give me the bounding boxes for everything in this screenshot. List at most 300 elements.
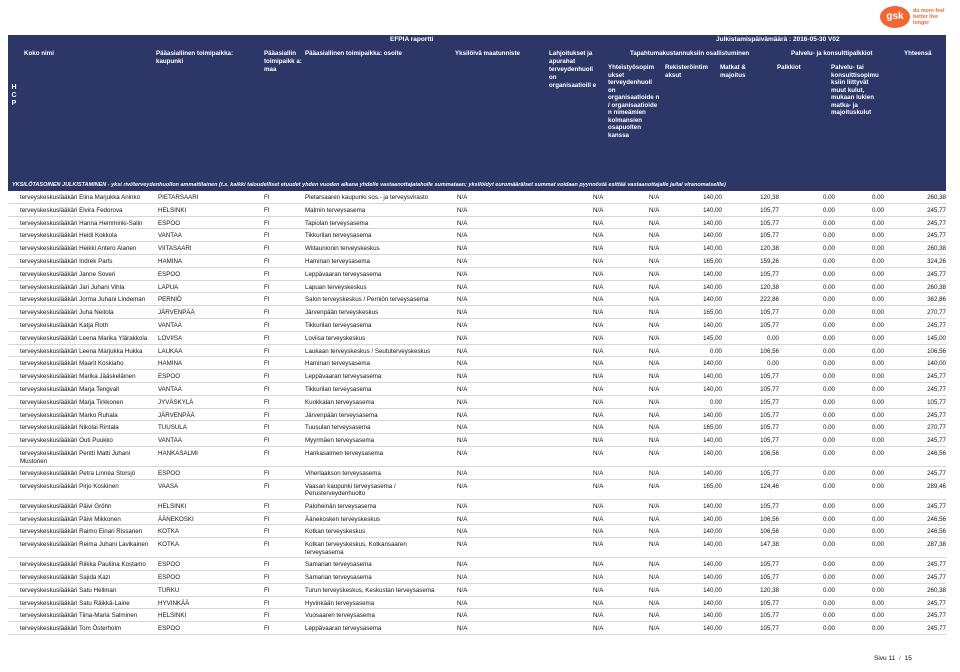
cell-reg: 140,00 [703, 437, 722, 445]
cell-reg: 140,00 [703, 599, 722, 607]
cell-city: HANKASALMI [158, 450, 198, 457]
cell-fees: 0.00 [822, 424, 835, 432]
cell-address: Äänekosken terveyskeskus [305, 515, 380, 523]
cell-sponsor: N/A [649, 283, 660, 291]
table-row [8, 421, 946, 434]
table-row [8, 281, 946, 294]
cell-id: N/A [457, 625, 468, 633]
cell-sponsor: N/A [649, 322, 660, 329]
cell-reg: 140,00 [703, 515, 722, 523]
cell-address: Tikkurilan terveysasema [305, 232, 372, 240]
cell-travel: 105,77 [760, 561, 779, 569]
cell-sponsor: N/A [649, 386, 660, 393]
cell-id: N/A [457, 561, 468, 569]
cell-city: KOTKA [158, 541, 179, 549]
cell-address: Leppävaaran terveysasema [305, 270, 382, 278]
cell-city: JYVÄSKYLÄ [158, 398, 194, 406]
cell-grants: N/A [593, 424, 604, 432]
cell-related: 0.00 [871, 437, 884, 445]
cell-fees: 0.00 [822, 373, 835, 381]
cell-sponsor: N/A [649, 309, 660, 317]
cell-city: JÄRVENPÄÄ [158, 309, 195, 317]
cell-country: FI [264, 450, 270, 457]
cell-grants: N/A [593, 206, 604, 214]
cell-grants: N/A [593, 599, 604, 607]
cell-related: 0.00 [871, 482, 884, 490]
cell-address: Samarian terveysasema [305, 574, 372, 581]
cell-sponsor: N/A [649, 450, 660, 457]
cell-country: FI [264, 586, 270, 594]
cell-name: terveyskeskuslääkäri Reima Juhani Lavikainen [20, 541, 149, 549]
cell-travel: 105,77 [760, 206, 779, 214]
cell-city: PERNIÖ [158, 296, 182, 304]
cell-sponsor: N/A [649, 424, 660, 432]
cell-id: N/A [457, 411, 468, 419]
cell-city: ÄÄNEKOSKI [158, 515, 194, 523]
cell-address: Paloheinän terveysasema [305, 502, 377, 510]
cell-grants: N/A [593, 270, 604, 278]
cell-reg: 140,00 [703, 541, 722, 549]
cell-travel: 120,38 [760, 194, 779, 201]
cell-name: terveyskeskuslääkäri Heidi Kokkola [20, 232, 117, 240]
table-row [8, 357, 946, 370]
cell-name: terveyskeskuslääkäri Marko Ruhala [20, 411, 118, 419]
page-number: Sivu 11 [874, 655, 896, 662]
table-row [8, 306, 946, 319]
cell-travel: 124,46 [760, 482, 779, 490]
cell-address: Järvenpään terveysasema [305, 411, 378, 419]
cell-name: terveyskeskuslääkäri Päivi Gröhn [20, 502, 112, 510]
header-country: Pääasiallin toimipaikk a: maa [264, 50, 302, 73]
cell-fees: 0.00 [822, 586, 835, 594]
cell-total: 145,00 [927, 334, 946, 342]
cell-reg: 140,00 [703, 528, 722, 536]
cell-sponsor: N/A [649, 482, 660, 490]
cell-fees: 0.00 [822, 515, 835, 523]
cell-fees: 0.00 [822, 541, 835, 549]
cell-city: ESPOO [158, 373, 181, 381]
header-fees: Palkkiot [777, 64, 801, 71]
cell-reg: 140,00 [703, 322, 722, 329]
cell-sponsor: N/A [649, 194, 660, 201]
header-sponsorship: Yhteistyösopim ukset terveydenhuoll on organisaatioide n / organisaatioide n nimeämien kolmansien osapuolten kanssa [608, 64, 660, 139]
cell-address: Kotkan terveyskeskus, Kotkansaaren terveysasema [305, 541, 407, 556]
cell-related: 0.00 [871, 232, 884, 240]
cell-reg: 140,00 [703, 411, 722, 419]
cell-name: terveyskeskuslääkäri Sajida Kazi [20, 574, 111, 581]
cell-fees: 0.00 [822, 574, 835, 581]
cell-name: terveyskeskuslääkäri Leena Marika Ylärakkola [20, 334, 148, 342]
table-row [8, 513, 946, 526]
cell-address: Salon terveyskeskus / Perniön terveysasema [305, 296, 429, 304]
cell-total: 246,56 [927, 515, 946, 523]
cell-grants: N/A [593, 373, 604, 381]
cell-total: 245,77 [927, 219, 946, 227]
cell-grants: N/A [593, 437, 604, 445]
cell-id: N/A [457, 334, 468, 342]
table-row [8, 268, 946, 281]
header-travel: Matkat & majoitus [720, 64, 746, 79]
cell-total: 270,77 [927, 309, 946, 317]
cell-city: HYVINKÄÄ [158, 599, 190, 607]
cell-total: 245,77 [927, 206, 946, 214]
cell-name: terveyskeskuslääkäri Marja Tirkkonen [20, 398, 124, 406]
cell-country: FI [264, 258, 270, 265]
table-row [8, 396, 946, 409]
cell-city: ESPOO [158, 270, 181, 278]
cell-reg: 140,00 [703, 206, 722, 214]
table-row [8, 538, 946, 558]
cell-name: terveyskeskuslääkäri Jari Juhani Vihla [20, 283, 125, 291]
table-header [8, 44, 946, 179]
cell-related: 0.00 [871, 515, 884, 523]
cell-reg: 0.00 [709, 398, 722, 406]
cell-country: FI [264, 219, 270, 227]
cell-grants: N/A [593, 625, 604, 633]
cell-fees: 0.00 [822, 347, 835, 355]
cell-travel: 105,77 [760, 398, 779, 406]
cell-city: ESPOO [158, 625, 181, 633]
cell-country: FI [264, 411, 270, 419]
cell-sponsor: N/A [649, 574, 660, 581]
cell-name: terveyskeskuslääkäri Nikolai Rintala [20, 424, 119, 432]
table-row [8, 370, 946, 383]
cell-grants: N/A [593, 360, 604, 368]
cell-id: N/A [457, 194, 468, 201]
header-address: Pääasiallinen toimipaikka: osoite [305, 50, 402, 57]
cell-address: Tikkurilan terveysasema [305, 386, 372, 393]
cell-city: PIETARSAARI [158, 194, 199, 201]
cell-grants: N/A [593, 347, 604, 355]
cell-address: Laukaan terveyskeskus / Seututerveyskeskus [305, 347, 431, 355]
cell-grants: N/A [593, 561, 604, 569]
cell-city: JÄRVENPÄÄ [158, 411, 195, 419]
cell-travel: 105,77 [760, 574, 779, 581]
table-row [8, 467, 946, 480]
cell-reg: 140,00 [703, 450, 722, 457]
hcp-row-label: H C P [11, 84, 17, 107]
logo-tagline: do more feel better live longer [913, 8, 945, 26]
cell-travel: 105,77 [760, 232, 779, 240]
cell-fees: 0.00 [822, 561, 835, 569]
cell-fees: 0.00 [822, 625, 835, 633]
cell-city: VANTAA [158, 386, 182, 393]
cell-reg: 140,00 [703, 219, 722, 227]
table-row [8, 558, 946, 571]
cell-travel: 147,38 [760, 541, 779, 549]
cell-name: terveyskeskuslääkäri Marja Tengvall [20, 386, 119, 393]
cell-fees: 0.00 [822, 322, 835, 329]
cell-city: HELSINKI [158, 612, 187, 620]
cell-grants: N/A [593, 586, 604, 594]
cell-total: 245,77 [927, 386, 946, 393]
cell-name: terveyskeskuslääkäri Tom Österholm [20, 625, 121, 633]
cell-grants: N/A [593, 322, 604, 329]
cell-name: terveyskeskuslääkäri Pirjo Koskinen [20, 482, 119, 490]
cell-travel: 105,77 [760, 219, 779, 227]
cell-sponsor: N/A [649, 612, 660, 620]
cell-sponsor: N/A [649, 541, 660, 549]
cell-related: 0.00 [871, 398, 884, 406]
cell-city: VANTAA [158, 437, 182, 445]
cell-reg: 140,00 [703, 360, 722, 368]
cell-related: 0.00 [871, 586, 884, 594]
cell-sponsor: N/A [649, 258, 660, 265]
cell-reg: 140,00 [703, 245, 722, 253]
cell-grants: N/A [593, 398, 604, 406]
cell-id: N/A [457, 309, 468, 317]
table-row [8, 383, 946, 396]
cell-name: terveyskeskuslääkäri Katja Roth [20, 322, 109, 329]
cell-reg: 140,00 [703, 625, 722, 633]
cell-id: N/A [457, 599, 468, 607]
cell-related: 0.00 [871, 411, 884, 419]
cell-country: FI [264, 599, 270, 607]
cell-related: 0.00 [871, 270, 884, 278]
cell-travel: 120,38 [760, 245, 779, 253]
header-registration: Rekisteröintim aksut [665, 64, 708, 79]
header-grants: Lahjoitukset ja apurahat terveydenhuoll on organisaatioill e [549, 50, 597, 89]
cell-total: 287,38 [927, 541, 946, 549]
cell-id: N/A [457, 373, 468, 381]
cell-grants: N/A [593, 194, 604, 201]
cell-reg: 140,00 [703, 283, 722, 291]
header-name: Koko nimi [24, 50, 54, 57]
cell-total: 260,38 [927, 283, 946, 291]
header-related-costs: Palvelu- tai konsulttisopimu ksiin liittyvät muut kulut, mukaan lukien matka- ja majoituskulut [831, 64, 879, 116]
cell-fees: 0.00 [822, 360, 835, 368]
cell-reg: 0.00 [709, 347, 722, 355]
cell-related: 0.00 [871, 219, 884, 227]
cell-fees: 0.00 [822, 270, 835, 278]
cell-id: N/A [457, 586, 468, 594]
cell-related: 0.00 [871, 574, 884, 581]
cell-id: N/A [457, 541, 468, 549]
cell-country: FI [264, 283, 270, 291]
cell-related: 0.00 [871, 296, 884, 304]
cell-fees: 0.00 [822, 411, 835, 419]
cell-fees: 0.00 [822, 296, 835, 304]
cell-country: FI [264, 470, 270, 477]
cell-country: FI [264, 528, 270, 536]
cell-address: Hankasalmen terveysasema [305, 450, 384, 457]
logo-mark: gsk [880, 6, 910, 28]
cell-fees: 0.00 [822, 245, 835, 253]
table-row [8, 345, 946, 358]
cell-travel: 106,56 [760, 450, 779, 457]
cell-fees: 0.00 [822, 206, 835, 214]
cell-total: 140,00 [927, 360, 946, 368]
cell-country: FI [264, 206, 270, 214]
cell-reg: 165,00 [703, 309, 722, 317]
table-row [8, 242, 946, 255]
cell-id: N/A [457, 528, 468, 536]
cell-address: Hyvinkään terveysasema [305, 599, 375, 607]
cell-id: N/A [457, 502, 468, 510]
cell-fees: 0.00 [822, 482, 835, 490]
cell-sponsor: N/A [649, 411, 660, 419]
cell-address: Vuosaaren terveysasema [305, 612, 375, 620]
cell-sponsor: N/A [649, 470, 660, 477]
cell-name: terveyskeskuslääkäri Petra Linnéa Storsjö [20, 470, 136, 477]
cell-id: N/A [457, 470, 468, 477]
page-footer [874, 655, 912, 662]
cell-total: 260,38 [927, 586, 946, 594]
cell-sponsor: N/A [649, 232, 660, 240]
cell-travel: 159,26 [760, 258, 779, 265]
cell-total: 246,56 [927, 450, 946, 457]
cell-name: terveyskeskuslääkäri Jorma Juhani Lindeman [20, 296, 146, 304]
cell-related: 0.00 [871, 322, 884, 329]
cell-travel: 222,86 [760, 296, 779, 304]
cell-sponsor: N/A [649, 398, 660, 406]
cell-total: 362,86 [927, 296, 946, 304]
cell-address: Myyrmäen terveysasema [305, 437, 375, 445]
cell-name: terveyskeskuslääkäri Satu Räikkä-Laine [20, 599, 130, 607]
cell-fees: 0.00 [822, 612, 835, 620]
cell-total: 245,77 [927, 599, 946, 607]
table-row [8, 480, 946, 500]
cell-city: ESPOO [158, 219, 181, 227]
cell-city: LAUKAA [158, 347, 183, 355]
cell-sponsor: N/A [649, 502, 660, 510]
cell-id: N/A [457, 232, 468, 240]
cell-sponsor: N/A [649, 586, 660, 594]
cell-travel: 0.00 [766, 334, 779, 342]
cell-country: FI [264, 373, 270, 381]
cell-travel: 105,77 [760, 411, 779, 419]
cell-city: ESPOO [158, 574, 181, 581]
cell-address: Wiitaunionin terveyskeskus [305, 245, 380, 253]
cell-travel: 105,77 [760, 373, 779, 381]
cell-total: 260,38 [927, 245, 946, 253]
cell-total: 245,77 [927, 470, 946, 477]
cell-city: VANTAA [158, 232, 182, 240]
cell-country: FI [264, 424, 270, 432]
cell-grants: N/A [593, 612, 604, 620]
header-id: Yksilöivä maatunniste [455, 50, 520, 57]
cell-travel: 120,38 [760, 586, 779, 594]
table-row [8, 434, 946, 447]
cell-travel: 105,77 [760, 270, 779, 278]
table-row [8, 500, 946, 513]
cell-grants: N/A [593, 482, 604, 490]
cell-city: TUUSULA [158, 424, 187, 432]
cell-id: N/A [457, 424, 468, 432]
cell-travel: 106,56 [760, 347, 779, 355]
cell-name: terveyskeskuslääkäri Janne Soveri [20, 270, 116, 278]
cell-reg: 165,00 [703, 482, 722, 490]
cell-id: N/A [457, 360, 468, 368]
cell-id: N/A [457, 219, 468, 227]
cell-sponsor: N/A [649, 334, 660, 342]
cell-grants: N/A [593, 528, 604, 536]
cell-sponsor: N/A [649, 347, 660, 355]
table-row [8, 571, 946, 584]
cell-travel: 120,38 [760, 283, 779, 291]
cell-address: Samarian terveysasema [305, 561, 372, 569]
cell-reg: 140,00 [703, 373, 722, 381]
header-city: Pääasiallinen toimipaikka: kaupunki [156, 50, 234, 65]
cell-id: N/A [457, 515, 468, 523]
cell-total: 245,77 [927, 373, 946, 381]
cell-fees: 0.00 [822, 502, 835, 510]
cell-name: terveyskeskuslääkäri Marika Jääskeläinen [20, 373, 136, 381]
table-row [8, 447, 946, 467]
cell-fees: 0.00 [822, 528, 835, 536]
cell-city: ESPOO [158, 561, 181, 569]
cell-name: terveyskeskuslääkäri Elina Marjukka Aninko [20, 194, 141, 201]
cell-country: FI [264, 270, 270, 278]
cell-related: 0.00 [871, 194, 884, 201]
cell-sponsor: N/A [649, 625, 660, 633]
cell-related: 0.00 [871, 528, 884, 536]
cell-total: 245,77 [927, 612, 946, 620]
cell-fees: 0.00 [822, 309, 835, 317]
cell-address: Turun terveyskeskus, Keskustan terveysasema [305, 586, 435, 594]
cell-country: FI [264, 245, 270, 253]
cell-grants: N/A [593, 411, 604, 419]
cell-city: LOVIISA [158, 334, 183, 342]
cell-grants: N/A [593, 450, 604, 457]
cell-name: terveyskeskuslääkäri Riikka Pauliina Kostamo [20, 561, 146, 569]
cell-name: terveyskeskuslääkäri Satu Hellman [20, 586, 117, 594]
gsk-logo [880, 6, 952, 28]
cell-fees: 0.00 [822, 219, 835, 227]
cell-address: Pietarsaaren kaupunki sos.- ja terveysvirasto [305, 194, 429, 201]
cell-country: FI [264, 309, 270, 317]
cell-address: Leppävaaran terveysasema [305, 373, 382, 381]
cell-address: Loviisa terveyskeskus [305, 334, 366, 342]
cell-travel: 106,56 [760, 528, 779, 536]
cell-reg: 140,00 [703, 561, 722, 569]
cell-id: N/A [457, 258, 468, 265]
cell-sponsor: N/A [649, 360, 660, 368]
cell-fees: 0.00 [822, 283, 835, 291]
cell-related: 0.00 [871, 541, 884, 549]
cell-id: N/A [457, 296, 468, 304]
cell-country: FI [264, 612, 270, 620]
cell-sponsor: N/A [649, 270, 660, 278]
table-row [8, 525, 946, 538]
cell-id: N/A [457, 270, 468, 278]
cell-fees: 0.00 [822, 398, 835, 406]
cell-total: 106,56 [927, 347, 946, 355]
cell-grants: N/A [593, 245, 604, 253]
cell-id: N/A [457, 612, 468, 620]
cell-country: FI [264, 437, 270, 445]
cell-related: 0.00 [871, 309, 884, 317]
cell-id: N/A [457, 347, 468, 355]
cell-name: terveyskeskuslääkäri Elvira Fedorova [20, 206, 123, 214]
cell-city: KOTKA [158, 528, 179, 536]
cell-travel: 105,77 [760, 599, 779, 607]
cell-city: VAASA [158, 482, 179, 490]
cell-related: 0.00 [871, 360, 884, 368]
cell-related: 0.00 [871, 283, 884, 291]
cell-grants: N/A [593, 309, 604, 317]
cell-address: Vaasan kaupunki terveysasema / Perusterveydenhuolto [305, 482, 396, 498]
cell-country: FI [264, 515, 270, 523]
cell-related: 0.00 [871, 424, 884, 432]
cell-related: 0.00 [871, 502, 884, 510]
cell-country: FI [264, 232, 270, 240]
cell-id: N/A [457, 398, 468, 406]
cell-related: 0.00 [871, 470, 884, 477]
cell-grants: N/A [593, 541, 604, 549]
cell-related: 0.00 [871, 625, 884, 633]
cell-travel: 105,77 [760, 470, 779, 477]
